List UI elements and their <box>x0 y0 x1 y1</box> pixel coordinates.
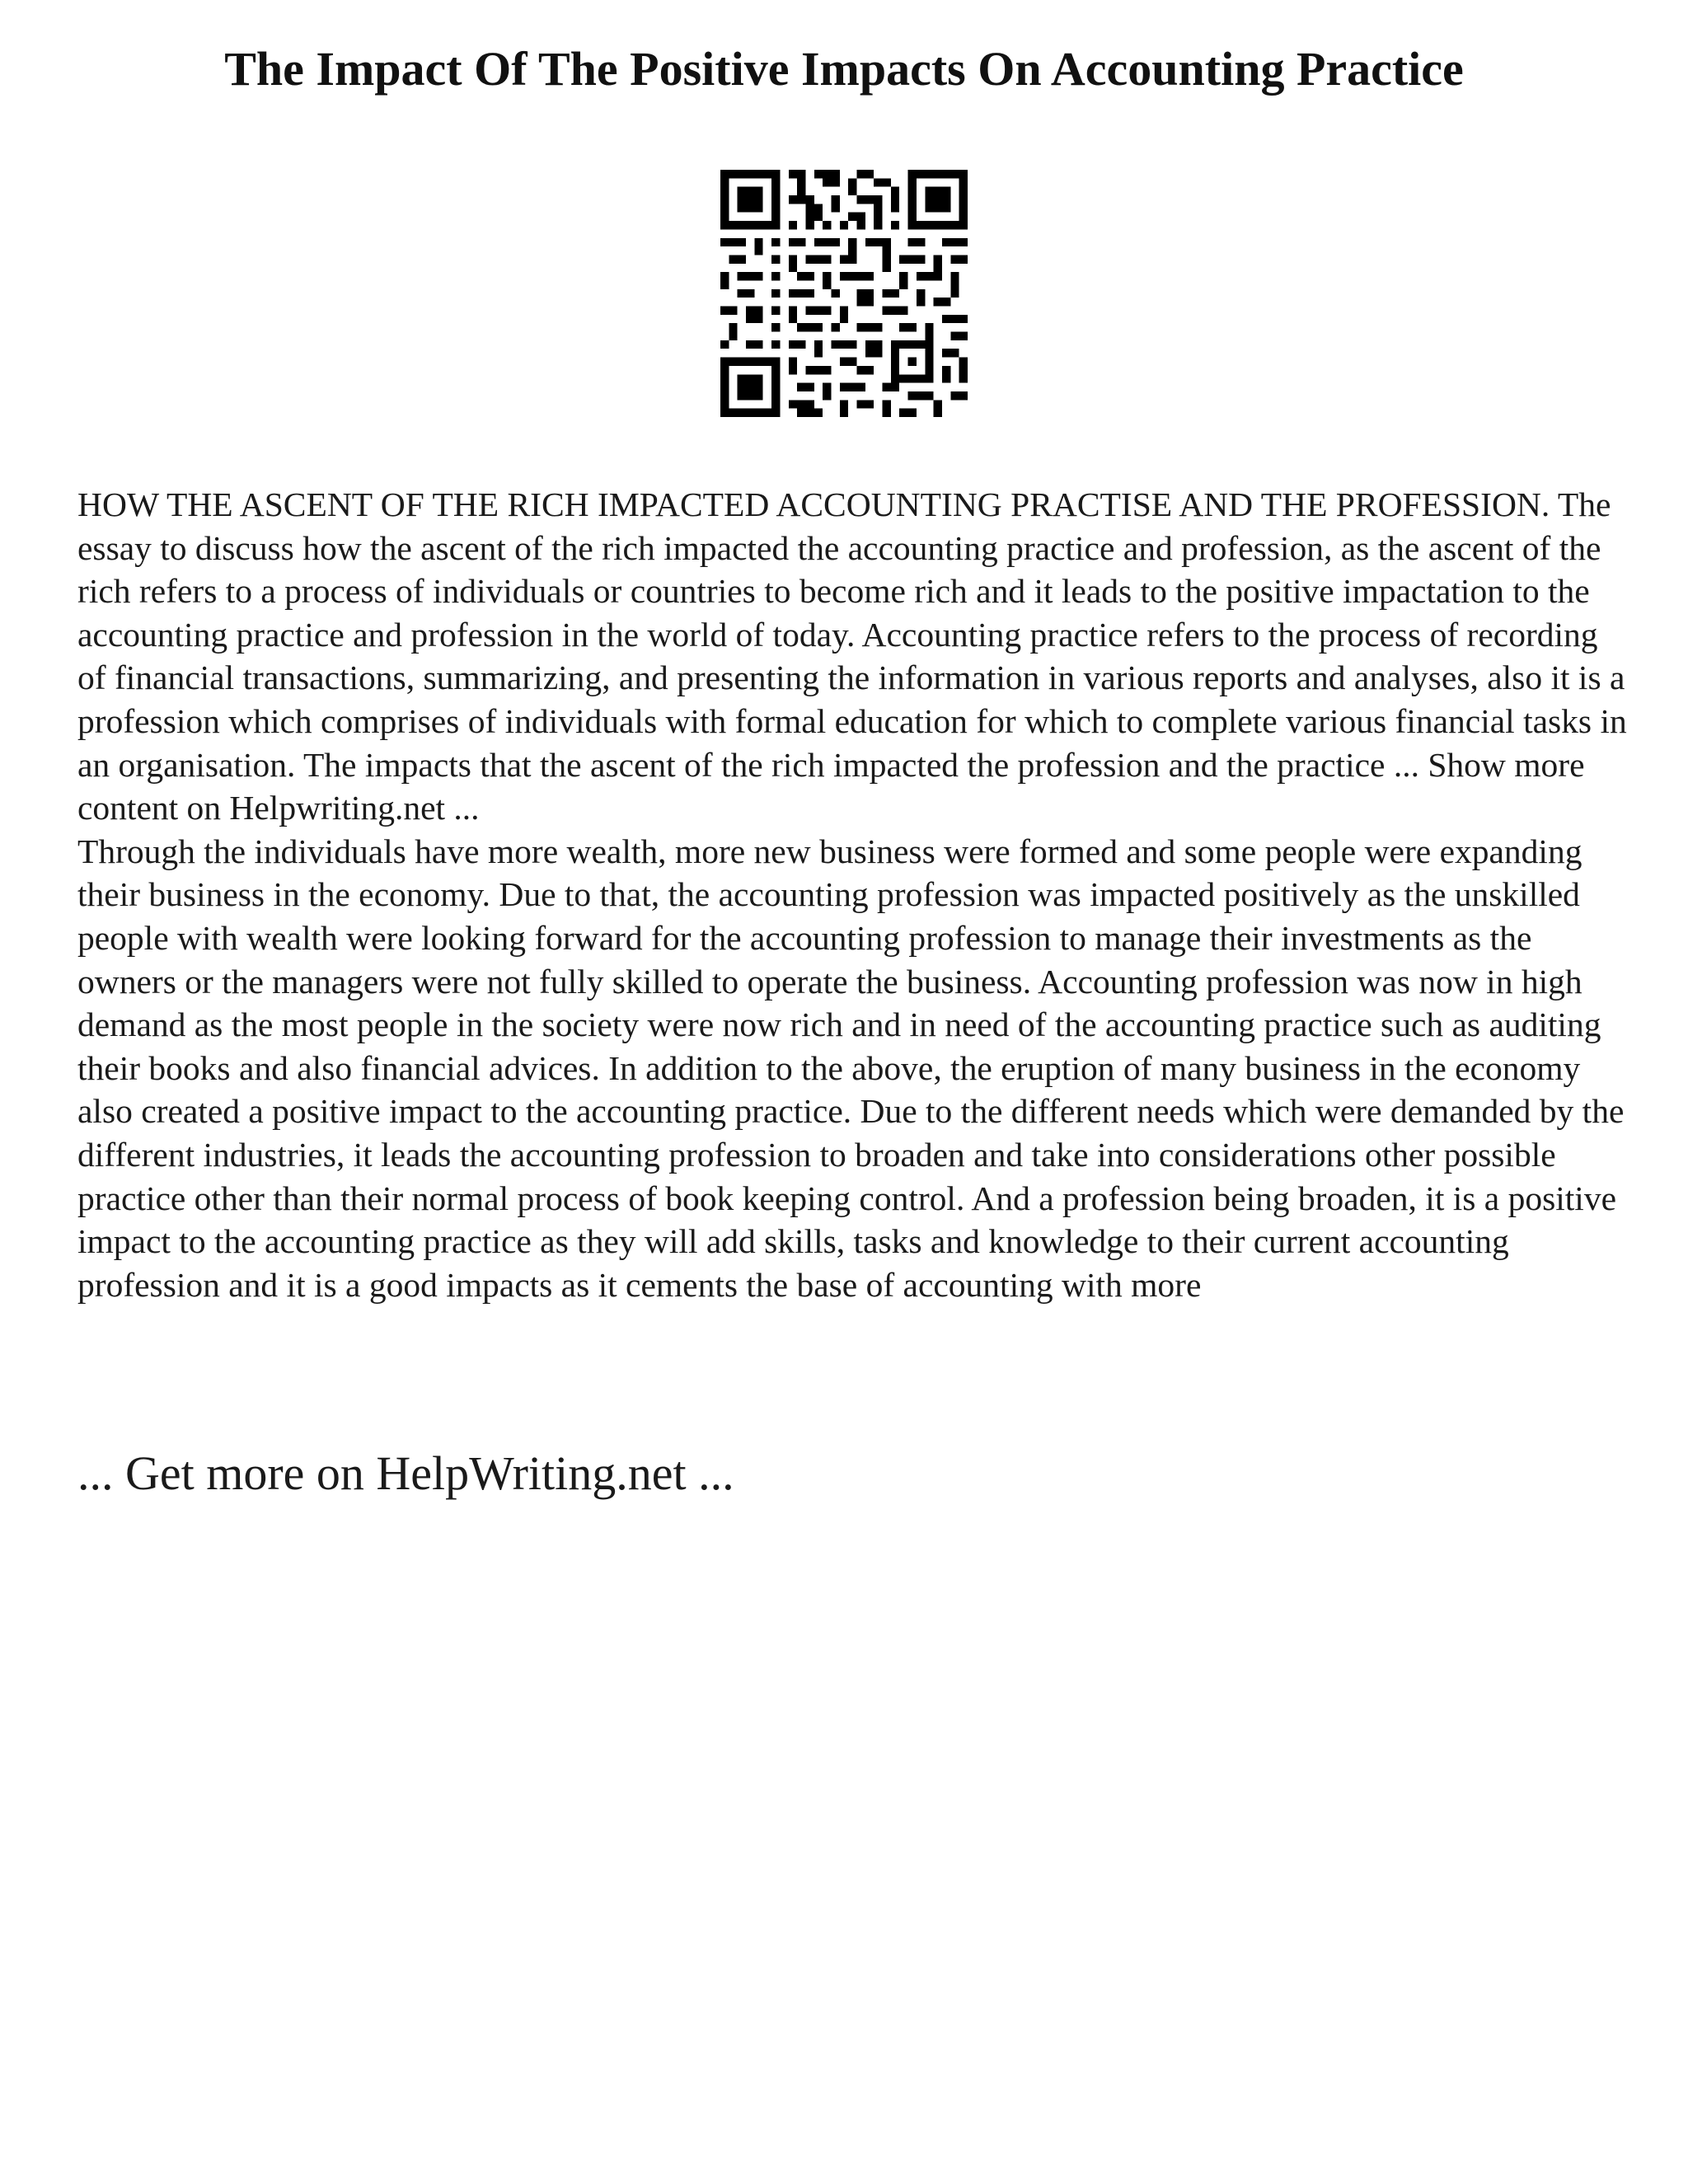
page-title: The Impact Of The Positive Impacts On Accounting Practice <box>224 42 1464 96</box>
qr-code-icon[interactable] <box>720 170 968 417</box>
essay-paragraph-2: Through the individuals have more wealth, more new business were formed and some people were expanding their business in the economy. Due to that, the accounting profession was impacted positively as the unskilled people with wealth were looking forward for the accounting profession to manage their investments as the owners or the managers were not fully skilled to operate the business. Accounting profession was now in high demand as the most people in the society were now rich and in need of the accounting practice such as auditing their books and also financial advices. In addition to the above, the eruption of many business in the economy also created a positive impact to the accounting practice. Due to the different needs which were demanded by the different industries, it leads the accounting profession to broaden and take into considerations other possible practice other than their normal process of book keeping control. And a profession being broaden, it is a positive impact to the accounting practice as they will add skills, tasks and knowledge to their current accounting profession and it is a good impacts as it cements the base of accounting with more <box>77 832 1625 1304</box>
get-more-link[interactable]: ... Get more on HelpWriting.net ... <box>77 1446 734 1500</box>
essay-paragraph-1: HOW THE ASCENT OF THE RICH IMPACTED ACCOUNTING PRACTISE AND THE PROFESSION. The essay to discuss how the ascent of the rich impacted the accounting practice and profession, as the ascent of the rich refers to a process of individuals or countries to become rich and it leads to the positive impactation to the accounting practice and profession in the world of today. Accounting practice refers to the process of recording of financial transactions, summarizing, and presenting the information in various reports and analyses, also it is a profession which comprises of individuals with formal education for which to complete various financial tasks in an organisation. The impacts that the ascent of the rich impacted the profession and the practice ... Show more content on Helpwriting.net ... <box>77 485 1627 827</box>
essay-body <box>77 483 1627 1306</box>
